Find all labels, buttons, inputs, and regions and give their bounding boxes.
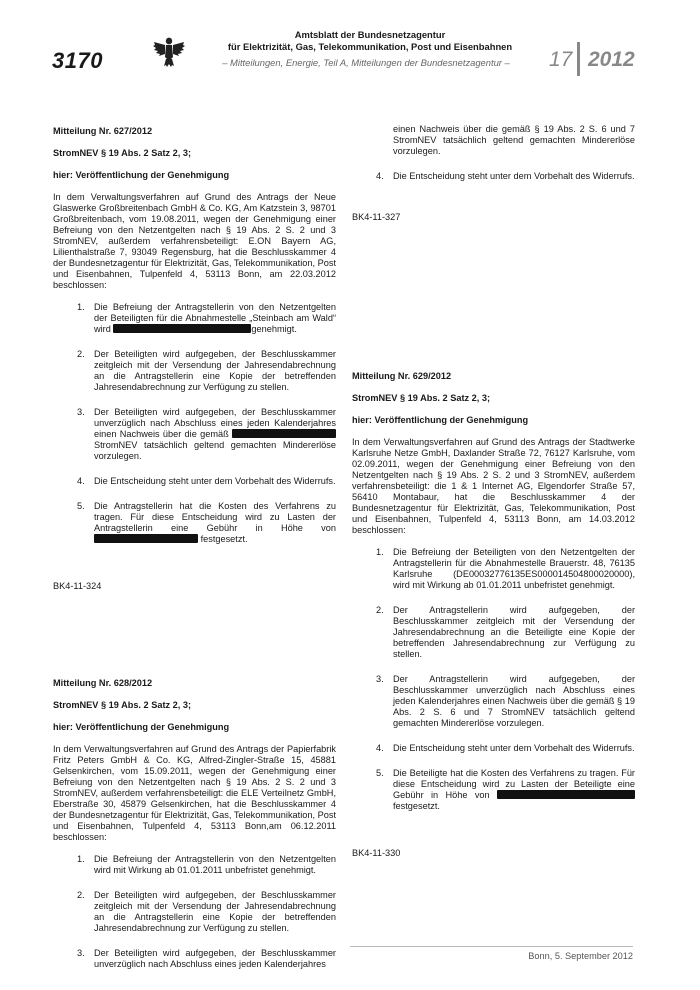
notice-629-title: Mitteilung Nr. 629/2012 [352, 371, 452, 381]
list-item: 3. Der Beteiligten wird aufgegeben, der Beschlusskammer unverzüglich nach Abschluss eines jeden Kalenderjahres [77, 948, 336, 969]
notice-628-continuation: einen Nachweis über die gemäß § 19 Abs. 2 S. 6 und 7 StromNEV tatsächlich geltend gemachten Mindererlöse vorzulegen. [393, 124, 635, 156]
notice-628-list-cont [352, 171, 635, 182]
notice-629-basis: StromNEV § 19 Abs. 2 Satz 2, 3; [352, 393, 491, 403]
footer-date: Bonn, 5. September 2012 [528, 951, 633, 961]
notice-628-basis: StromNEV § 19 Abs. 2 Satz 2, 3; [53, 700, 192, 710]
list-item: 5. Die Beteiligte hat die Kosten des Verfahrens zu tragen. Für diese Entscheidung wird zu Lasten der Beteiligte eine Gebühr in Höhe von festgesetzt. [376, 768, 635, 811]
gazette-title: Amtsblatt der Bundesnetzagentur für Elektrizität, Gas, Telekommunikation, Post und Eisenbahnen [227, 29, 513, 52]
right-column [352, 124, 635, 859]
list-item: 4. Die Entscheidung steht unter dem Vorbehalt des Widerrufs. [376, 743, 635, 753]
notice-627-reference: BK4-11-324 [53, 581, 102, 591]
issue-year: 2012 [588, 48, 635, 71]
footer-rule [350, 946, 633, 947]
list-item: 4. Die Entscheidung steht unter dem Vorbehalt des Widerrufs. [77, 476, 336, 486]
redaction-bar [113, 324, 251, 333]
notice-629-subject: hier: Veröffentlichung der Genehmigung [352, 415, 529, 425]
notice-629-intro: In dem Verwaltungsverfahren auf Grund des Antrags der Stadtwerke Karlsruhe Netze GmbH, Daxlander Straße 72, 76127 Karlsruhe, vom 02.09.2011, wegen der Genehmigung einer Befreiung von den Netzentgelten nach § 19 Abs. 2 S. 2 und 3 StromNEV, außerdem verfahrensbeteiligt: die 1 & 1 Internet AG, Elgendorfer Straße 57, 56410 Montabaur, hat die Beschlusskammer 4 der Bundesnetzagentur für Elektrizität, Gas, Telekommunikation, Post und Eisenbahnen, Tulpenfeld 4, 53113 Bonn, am 14.03.2012 beschlossen: [352, 437, 635, 535]
redaction-bar [232, 429, 336, 438]
notice-627-basis: StromNEV § 19 Abs. 2 Satz 2, 3; [53, 148, 192, 158]
list-item: 2. Der Antragstellerin wird aufgegeben, der Beschlusskammer zeitgleich mit der Versendung der Jahresendabrechnung an die Beteiligte eine Kopie der betreffenden Jahresendabrechnung zur Verfügung zu stellen. [376, 605, 635, 659]
list-item: 2. Der Beteiligten wird aufgegeben, der Beschlusskammer zeitgleich mit der Versendung der Jahresendabrechnung an die Antragstellerin eine Kopie der betreffenden Jahresendabrechnung zur Verfügung zu stellen. [77, 349, 336, 392]
list-item: 1. Die Befreiung der Beteiligten von den Netzentgelten der Antragstellerin für die Abnahmestelle Brauerstr. 48, 76135 Karlsruhe (DE00032776135ES000014504800020000), wird mit Wirkung ab 01.01.2011 unbefristet genehmigt. [376, 547, 635, 590]
notice-628-title: Mitteilung Nr. 628/2012 [53, 678, 153, 688]
left-column [53, 126, 336, 970]
gazette-subtitle: – Mitteilungen, Energie, Teil A, Mitteilungen der Bundesnetzagentur – [222, 57, 510, 68]
issue-divider [577, 42, 580, 76]
page-number: 3170 [52, 48, 103, 73]
federal-eagle-icon [151, 33, 187, 69]
notice-627-list [53, 302, 336, 545]
list-item: 1. Die Befreiung der Antragstellerin von den Netzentgelten der Beteiligten für die Abnahmestelle „Steinbach am Wald“ wird genehmigt. [77, 302, 336, 334]
notice-628-subject: hier: Veröffentlichung der Genehmigung [53, 722, 230, 732]
notice-629-list [352, 547, 635, 812]
list-item: 3. Der Antragstellerin wird aufgegeben, der Beschlusskammer unverzüglich nach Abschluss eines jeden Kalenderjahres einen Nachweis über die gemäß § 19 Abs. 2 S. 6 und 7 StromNEV tatsächlich geltend gemachten Mindererlöse vorzulegen. [376, 674, 635, 728]
notice-629-reference: BK4-11-330 [352, 848, 401, 858]
redaction-bar [497, 790, 635, 799]
list-item: 5. Die Antragstellerin hat die Kosten des Verfahrens zu tragen. Für diese Entscheidung wird zu Lasten der Antragstellerin eine Gebühr in Höhe von festgesetzt. [77, 501, 336, 544]
redaction-bar [94, 534, 198, 543]
notice-627-title: Mitteilung Nr. 627/2012 [53, 126, 153, 136]
notice-627-subject: hier: Veröffentlichung der Genehmigung [53, 170, 230, 180]
list-item: 4. Die Entscheidung steht unter dem Vorbehalt des Widerrufs. [376, 171, 635, 181]
notice-628-list [53, 854, 336, 970]
issue-number: 17 [549, 48, 573, 71]
notice-628-reference: BK4-11-327 [352, 212, 401, 222]
list-item: 3. Der Beteiligten wird aufgegeben, der Beschlusskammer unverzüglich nach Abschluss eines jeden Kalenderjahres einen Nachweis über die gemäß StromNEV tatsächlich geltend gemachten Mindererlöse vorzulegen. [77, 407, 336, 461]
list-item: 1. Die Befreiung der Antragstellerin von den Netzentgelten wird mit Wirkung ab 01.01.2011 unbefristet genehmigt. [77, 854, 336, 875]
list-item: 2. Der Beteiligten wird aufgegeben, der Beschlusskammer zeitgleich mit der Versendung der Jahresendabrechnung an die Antragstellerin eine Kopie der betreffenden Jahresendabrechnung zur Verfügung zu stellen. [77, 890, 336, 933]
notice-627-intro: In dem Verwaltungsverfahren auf Grund des Antrags der Neue Glaswerke Großbreitenbach GmbH & Co. KG, Am Katzstein 3, 98701 Großbreitenbach, vom 19.08.2011, wegen der Genehmigung einer Befreiung von den Netzentgelten nach § 19 Abs. 2 S. 2 und 3 StromNEV, außerdem verfahrensbeteiligt: E.ON Bayern AG, Lilienthalstraße 7, 93049 Regensburg, hat die Beschlusskammer 4 der Bundesnetzagentur für Elektrizität, Gas, Telekommunikation, Post und Eisenbahnen, Tulpenfeld 4, 53113 Bonn, am 22.03.2012 beschlossen: [53, 192, 336, 290]
notice-628-intro: In dem Verwaltungsverfahren auf Grund des Antrags der Papierfabrik Fritz Peters GmbH & Co. KG, Alfred-Zingler-Straße 15, 45881 Gelsenkirchen, vom 15.09.2011, wegen der Genehmigung einer Befreiung von den Netzentgelten nach § 19 Abs. 2 S. 2 und 3 StromNEV, außerdem verfahrensbeteiligt: die ELE Verteilnetz GmbH, Eberstraße 30, 45879 Gelsenkirchen, hat die Beschlusskammer 4 der Bundesnetzagentur für Elektrizität, Gas, Telekommunikation, Post und Eisenbahnen, Tulpenfeld 4, 53113 Bonn,am 06.12.2011 beschlossen: [53, 744, 336, 842]
